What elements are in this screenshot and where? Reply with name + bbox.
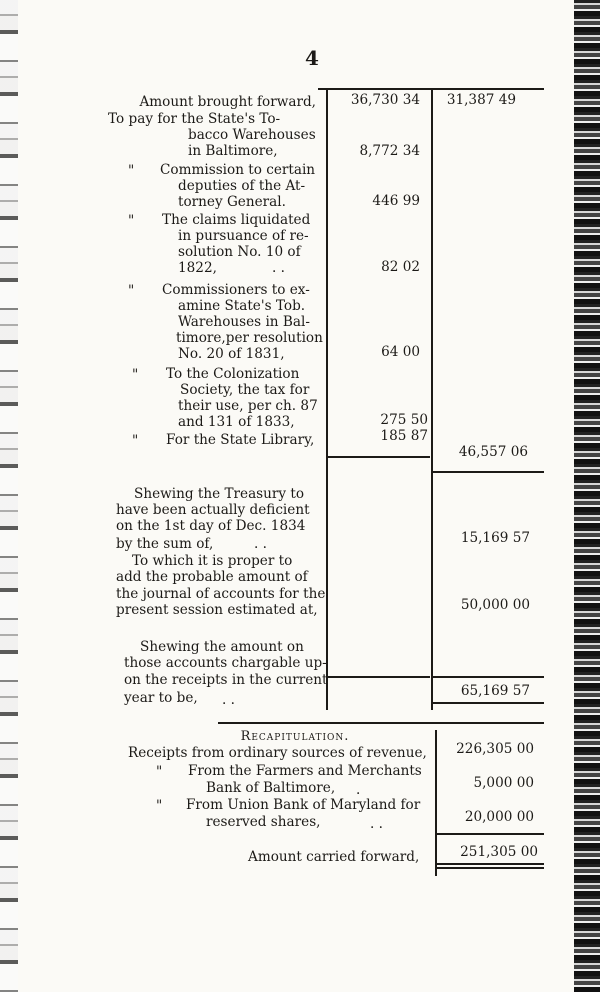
- deficient-line-3: on the 1st day of Dec. 1834: [116, 518, 306, 534]
- chargeable-line-3: on the receipts in the current: [124, 672, 328, 688]
- deficient-col2: 15,169 57: [460, 530, 530, 546]
- commissioners-line-3: Warehouses in Bal-: [178, 314, 310, 330]
- commissioners-line-4: timore,per resolution: [176, 330, 323, 346]
- column-divider-right: [431, 90, 433, 710]
- chargeable-total-rule: [432, 702, 544, 704]
- brought-forward-col2: 31,387 49: [446, 92, 516, 108]
- recap-farmers-line-1: From the Farmers and Merchants: [188, 763, 422, 779]
- journal-line-1: To which it is proper to: [132, 553, 293, 569]
- claims-line-3: solution No. 10 of: [178, 244, 301, 260]
- commissioners-mark: ": [128, 283, 135, 299]
- recap-union-value: 20,000 00: [464, 809, 534, 825]
- recap-farmers-dots: .: [356, 782, 361, 798]
- subtotal-rule-col2: [432, 471, 544, 473]
- colonization-line-1: To the Colonization: [166, 366, 300, 382]
- page-number: 4: [305, 46, 319, 70]
- recap-ordinary-label: Receipts from ordinary sources of revenue,: [128, 745, 427, 761]
- recap-top-rule: [218, 722, 544, 724]
- recap-union-line-2: reserved shares,: [206, 814, 321, 830]
- commission-col1: 446 99: [372, 193, 420, 209]
- carried-forward-value: 251,305 00: [460, 844, 538, 860]
- journal-line-2: add the probable amount of: [116, 569, 308, 585]
- recap-sum-rule: [437, 833, 544, 835]
- deficient-line-4: by the sum of,: [116, 536, 214, 552]
- colonization-line-2: Society, the tax for: [180, 382, 310, 398]
- carried-forward-label: Amount carried forward,: [248, 849, 420, 865]
- warehouses-col1: 8,772 34: [359, 143, 420, 159]
- claims-col1: 82 02: [381, 259, 420, 275]
- subtotal-rule-col1: [328, 456, 430, 458]
- scan-edge-right: [574, 0, 600, 992]
- journal-col2: 50,000 00: [460, 597, 530, 613]
- recap-farmers-line-2: Bank of Baltimore,: [206, 780, 336, 796]
- library-col2: 46,557 06: [458, 444, 528, 460]
- recap-union-dots: . .: [370, 816, 383, 832]
- claims-line-1: The claims liquidated: [162, 212, 311, 228]
- recap-farmers-mark: ": [156, 764, 163, 780]
- commissioners-line-5: No. 20 of 1831,: [178, 346, 285, 362]
- double-rule-bottom: [437, 867, 544, 869]
- chargeable-line-4: year to be,: [124, 690, 198, 706]
- library-mark: ": [132, 433, 139, 449]
- chargeable-line-2: those accounts chargable up-: [124, 655, 327, 671]
- warehouses-line-3: in Baltimore,: [188, 143, 278, 159]
- brought-forward-col1: 36,730 34: [350, 92, 420, 108]
- colonization-col1: 275 50: [380, 412, 428, 428]
- recap-union-line-1: From Union Bank of Maryland for: [186, 797, 421, 813]
- warehouses-line-2: bacco Warehouses: [188, 127, 316, 143]
- colonization-mark: ": [132, 367, 139, 383]
- chargeable-rule-col2: [432, 676, 544, 678]
- deficient-line-2: have been actually deficient: [116, 502, 310, 518]
- chargeable-dots: . .: [222, 692, 235, 708]
- commissioners-line-2: amine State's Tob.: [178, 298, 306, 314]
- column-divider-left: [326, 90, 328, 710]
- warehouses-line-1: To pay for the State's To-: [108, 111, 281, 127]
- journal-line-3: the journal of accounts for the: [116, 586, 326, 602]
- recap-farmers-value: 5,000 00: [473, 775, 534, 791]
- brought-forward-label: Amount brought forward,: [139, 94, 316, 110]
- journal-line-4: present session estimated at,: [116, 602, 318, 618]
- colonization-line-3: their use, per ch. 87: [178, 398, 318, 414]
- commissioners-line-1: Commissioners to ex-: [162, 282, 310, 298]
- commissioners-col1: 64 00: [381, 344, 420, 360]
- library-col1: 185 87: [380, 428, 428, 444]
- library-label: For the State Library,: [166, 432, 315, 448]
- recap-ordinary-value: 226,305 00: [456, 741, 534, 757]
- claims-dots: . .: [272, 260, 285, 276]
- commission-line-2: deputies of the At-: [178, 178, 306, 194]
- commission-mark: ": [128, 163, 135, 179]
- scan-edge-left: [0, 0, 18, 992]
- recap-union-mark: ": [156, 798, 163, 814]
- deficient-dots: . .: [254, 536, 267, 552]
- commission-line-1: Commission to certain: [160, 162, 316, 178]
- chargeable-line-1: Shewing the amount on: [140, 639, 304, 655]
- claims-mark: ": [128, 213, 135, 229]
- double-rule-top: [437, 863, 544, 865]
- chargeable-rule-col1: [328, 676, 430, 678]
- claims-line-2: in pursuance of re-: [178, 228, 309, 244]
- deficient-line-1: Shewing the Treasury to: [134, 486, 305, 502]
- claims-line-4: 1822,: [178, 260, 217, 276]
- chargeable-col2: 65,169 57: [460, 683, 530, 699]
- commission-line-3: torney General.: [178, 194, 286, 210]
- colonization-line-4: and 131 of 1833,: [178, 414, 295, 430]
- column-divider-recap: [435, 730, 437, 876]
- recap-heading: Recapitulation.: [240, 729, 350, 744]
